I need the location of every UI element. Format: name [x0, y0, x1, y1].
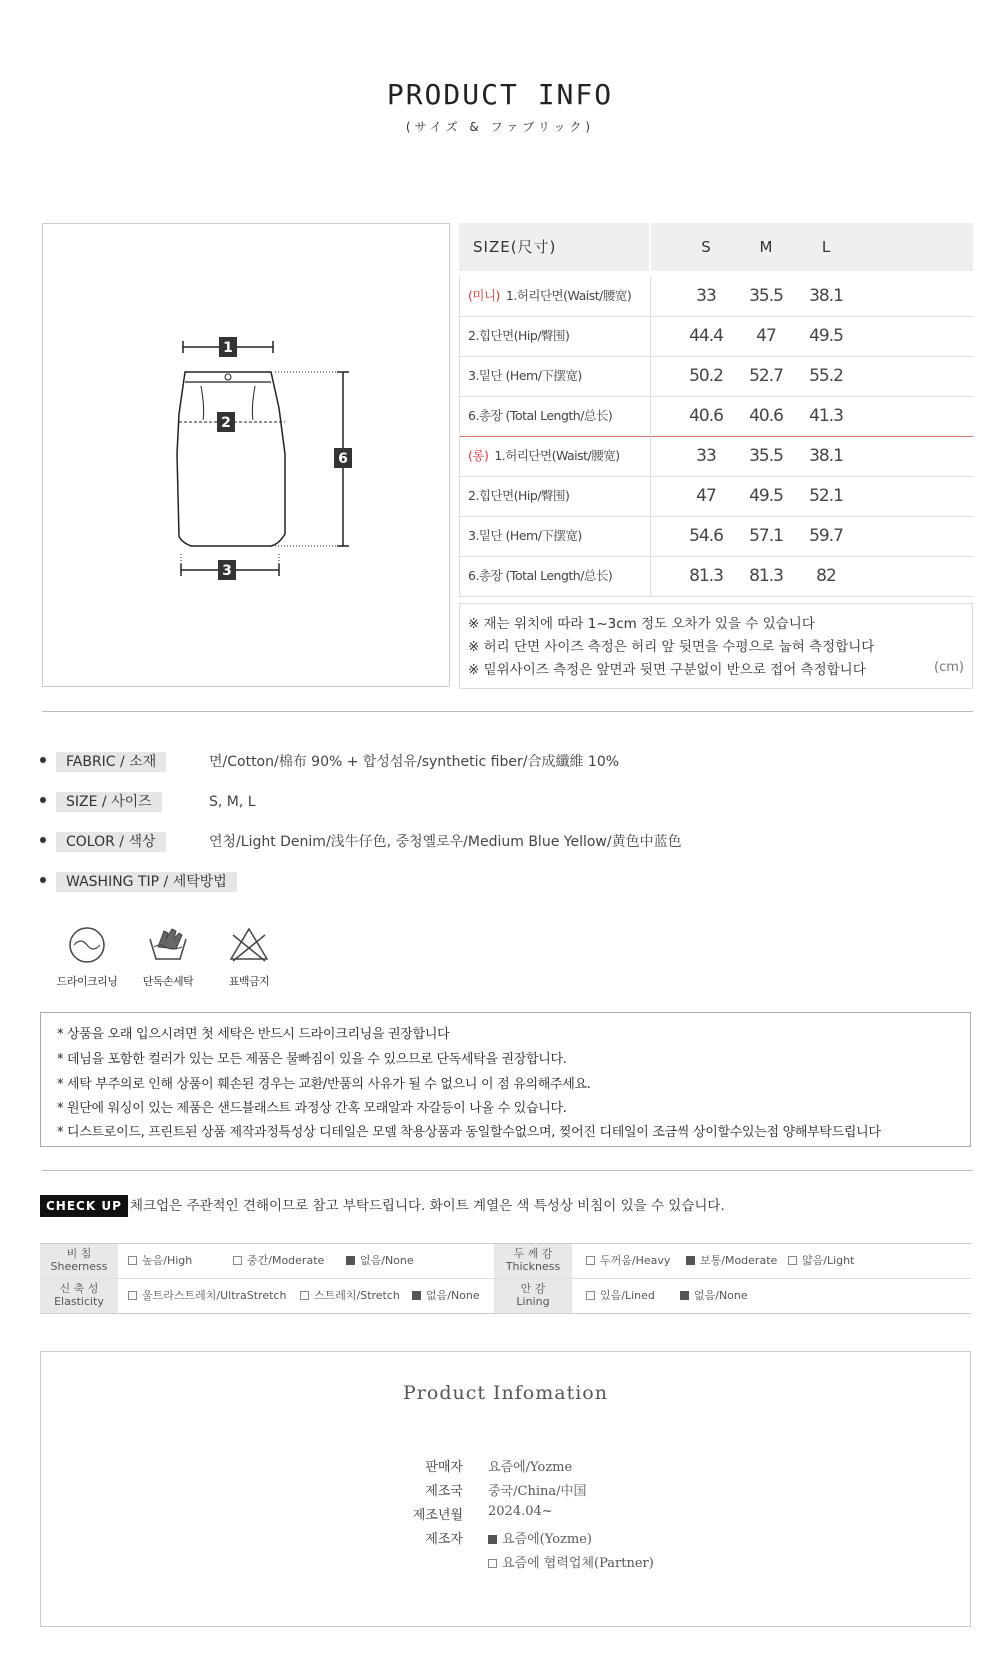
spec-label: SIZE / 사이즈: [56, 792, 162, 812]
partner-name: 요즘에 협력업체(Partner): [502, 1556, 654, 1571]
size-value: 54.6: [689, 526, 723, 546]
size-unit: (cm): [934, 660, 964, 675]
size-header-l: L: [821, 238, 831, 256]
size-value: 41.3: [809, 406, 843, 426]
size-value: 55.2: [809, 366, 843, 386]
checkbox-checked-icon: [680, 1291, 689, 1300]
size-diagram: [42, 223, 450, 687]
option-label: 울트라스트레치/UltraStretch: [142, 1289, 287, 1302]
size-row-tag: (롱): [468, 448, 489, 463]
size-header-m: M: [759, 238, 773, 256]
size-value: 38.1: [809, 446, 843, 466]
info-value: 중국/China/中国: [488, 1484, 587, 1499]
size-value: 38.1: [809, 286, 843, 306]
bullet-icon: [40, 757, 46, 763]
info-value: 2024.04~: [488, 1504, 553, 1519]
skirt-diagram-icon: [43, 224, 449, 686]
size-row-label: [459, 276, 651, 316]
care-note: * 상품을 오래 입으시려면 첫 세탁은 반드시 드라이크리닝을 권장합니다: [57, 1027, 450, 1042]
size-note: ※ 허리 단면 사이즈 측정은 허리 앞 뒷면을 수평으로 눕혀 측정합니다: [468, 639, 875, 655]
checkbox-icon: [488, 1559, 497, 1568]
page-title: PRODUCT INFO: [386, 78, 614, 111]
size-value: 47: [696, 486, 716, 506]
label-en: Thickness: [505, 1260, 561, 1273]
option-label: 있음/Lined: [600, 1289, 655, 1302]
size-value: 50.2: [689, 366, 723, 386]
marker-3: 3: [222, 563, 232, 579]
checkbox-icon: [586, 1256, 595, 1265]
option-label: 얇음/Light: [802, 1254, 855, 1267]
divider: [42, 1170, 973, 1171]
spec-label: FABRIC / 소재: [56, 752, 166, 772]
option-label: 두꺼움/Heavy: [600, 1254, 671, 1267]
option-label: 보통/Moderate: [700, 1254, 778, 1267]
care-notes-box: [40, 1012, 971, 1147]
dry-clean-icon: [67, 925, 107, 965]
checkbox-icon: [128, 1256, 137, 1265]
size-row: [459, 556, 973, 597]
option-label: 없음/None: [426, 1289, 480, 1302]
size-row-name: 2.힙단면(Hip/臀围): [468, 488, 570, 503]
size-row: [459, 516, 973, 557]
size-row-label: [459, 556, 651, 596]
option-label: 높음/High: [142, 1254, 193, 1267]
info-key: 제조국: [425, 1484, 463, 1499]
washing-no-bleach: [214, 925, 284, 989]
info-key: 판매자: [425, 1460, 463, 1475]
size-notes: [459, 603, 973, 689]
size-row: [459, 316, 973, 357]
size-row-label: [459, 316, 651, 356]
care-note: * 세탁 부주의로 인해 상품이 훼손된 경우는 교환/반품의 사유가 될 수 없으니 이 점 유의해주세요.: [57, 1077, 591, 1092]
checkup-badge: CHECK UP: [40, 1195, 128, 1217]
size-row: [459, 396, 973, 437]
option-label: 중간/Moderate: [247, 1254, 325, 1267]
info-value-partner: [488, 1552, 654, 1571]
size-row-name: 6.총장 (Total Length/总长): [468, 568, 613, 583]
size-row-label: [459, 356, 651, 396]
size-row-label: [459, 436, 651, 476]
option-label: 없음/None: [360, 1254, 414, 1267]
size-row-name: 2.힙단면(Hip/臀围): [468, 328, 570, 343]
page-subtitle: (サイズ & ファブリック): [405, 120, 595, 134]
elasticity-option: [128, 1279, 286, 1313]
info-key: 제조자: [425, 1532, 463, 1547]
checkbox-checked-icon: [488, 1535, 497, 1544]
divider: [42, 711, 973, 712]
spec-label: COLOR / 색상: [56, 832, 166, 852]
elasticity-label: [40, 1279, 118, 1313]
size-value: 49.5: [809, 326, 843, 346]
sheerness-option: [128, 1244, 192, 1278]
size-value: 35.5: [749, 286, 783, 306]
sheerness-option: [233, 1244, 324, 1278]
maker-name: 요즘에(Yozme): [502, 1532, 592, 1547]
washing-label: 표백금지: [228, 975, 270, 988]
spec-label: WASHING TIP / 세탁방법: [56, 872, 237, 892]
bullet-icon: [40, 877, 46, 883]
size-row-name: 1.허리단면(Waist/腰宽): [505, 288, 632, 303]
size-note: ※ 밑위사이즈 측정은 앞면과 뒷면 구분없이 반으로 접어 측정합니다: [468, 662, 866, 678]
option-label: 스트레치/Stretch: [314, 1289, 400, 1302]
checkbox-checked-icon: [686, 1256, 695, 1265]
size-value: 81.3: [749, 566, 783, 586]
info-key: 제조년월: [412, 1508, 463, 1523]
size-row-name: 3.밑단 (Hem/下摆宽): [468, 368, 582, 383]
size-value: 81.3: [689, 566, 723, 586]
size-row-label: [459, 476, 651, 516]
size-value: 33: [696, 446, 716, 466]
size-value: 40.6: [749, 406, 783, 426]
size-row-name: 3.밑단 (Hem/下摆宽): [468, 528, 582, 543]
size-row: [459, 356, 973, 397]
info-value: 요즘에/Yozme: [488, 1460, 573, 1475]
size-row-name: 1.허리단면(Waist/腰宽): [494, 448, 620, 463]
size-row: [459, 276, 973, 317]
checkup-table: [40, 1243, 971, 1314]
care-note: * 디스트로이드, 프린트된 상품 제작과정특성상 디테일은 모델 착용상품과 동일할수없으며, 찢어진 디테일이 조금씩 상이할수있는점 양해부탁드립니다: [57, 1125, 881, 1140]
sheerness-option: [346, 1244, 414, 1278]
label-ko: 비 침: [66, 1247, 92, 1260]
size-row-tag: (미니): [468, 288, 500, 303]
size-row-label: [459, 396, 651, 436]
info-value-maker: [488, 1528, 592, 1547]
thickness-option: [586, 1244, 670, 1278]
no-bleach-icon: [227, 925, 271, 965]
size-value: 33: [696, 286, 716, 306]
size-value: 35.5: [749, 446, 783, 466]
marker-2: 2: [221, 415, 231, 431]
label-en: Sheerness: [50, 1260, 108, 1273]
label-en: Lining: [516, 1295, 550, 1308]
spec-value: 연청/Light Denim/浅牛仔色, 중청옐로우/Medium Blue Yellow/黄色中蓝色: [209, 834, 682, 850]
elasticity-option: [412, 1279, 480, 1313]
size-value: 52.1: [809, 486, 843, 506]
spec-value: 면/Cotton/棉布 90% + 합성섬유/synthetic fiber/合成纖維 10%: [209, 754, 620, 770]
size-value: 57.1: [749, 526, 783, 546]
thickness-label: [494, 1244, 572, 1278]
size-value: 47: [756, 326, 776, 346]
size-header-s: S: [701, 238, 711, 256]
lining-label: [494, 1279, 572, 1313]
checkbox-icon: [233, 1256, 242, 1265]
thickness-option: [686, 1244, 777, 1278]
size-value: 49.5: [749, 486, 783, 506]
size-row-label: [459, 516, 651, 556]
size-header-label: SIZE(尺寸): [459, 223, 651, 271]
option-label: 없음/None: [694, 1289, 748, 1302]
spec-value: S, M, L: [209, 794, 256, 810]
label-en: Elasticity: [54, 1295, 104, 1308]
elasticity-option: [300, 1279, 400, 1313]
sheerness-label: [40, 1244, 118, 1278]
washing-label: 드라이크리닝: [56, 975, 118, 988]
label-ko: 두 께 감: [513, 1247, 553, 1260]
size-note: ※ 재는 위치에 따라 1~3cm 정도 오차가 있을 수 있습니다: [468, 616, 815, 632]
checkbox-checked-icon: [412, 1291, 421, 1300]
thickness-option: [788, 1244, 854, 1278]
washing-dry-clean: [52, 925, 122, 989]
label-ko: 신 축 성: [59, 1282, 99, 1295]
bullet-icon: [40, 837, 46, 843]
size-row: [459, 476, 973, 517]
size-value: 52.7: [749, 366, 783, 386]
size-table-header: [459, 223, 973, 271]
care-note: * 원단에 워싱이 있는 제품은 샌드블래스트 과정상 간혹 모래알과 자갈등이 나올 수 있습니다.: [57, 1101, 567, 1116]
bullet-icon: [40, 797, 46, 803]
checkbox-icon: [128, 1291, 137, 1300]
size-row-name: 6.총장 (Total Length/总长): [468, 408, 613, 423]
checkbox-icon: [788, 1256, 797, 1265]
hand-wash-icon: [146, 925, 190, 965]
checkbox-icon: [586, 1291, 595, 1300]
checkbox-icon: [300, 1291, 309, 1300]
size-value: 82: [816, 566, 836, 586]
size-row: [459, 436, 973, 477]
size-value: 40.6: [689, 406, 723, 426]
lining-option: [586, 1279, 655, 1313]
size-value: 59.7: [809, 526, 843, 546]
washing-hand-wash: [133, 925, 203, 989]
washing-label: 단독손세탁: [142, 975, 194, 988]
checkup-text: 체크업은 주관적인 견해이므로 참고 부탁드립니다. 화이트 계열은 색 특성상 비침이 있을 수 있습니다.: [130, 1198, 725, 1214]
lining-option: [680, 1279, 748, 1313]
checkbox-checked-icon: [346, 1256, 355, 1265]
marker-1: 1: [223, 340, 233, 356]
product-info-title: Product Infomation: [403, 1382, 608, 1404]
product-information: [40, 1351, 971, 1627]
label-ko: 안 감: [520, 1282, 546, 1295]
marker-6: 6: [338, 451, 348, 467]
size-value: 44.4: [689, 326, 723, 346]
care-note: * 데님을 포함한 컬러가 있는 모든 제품은 물빠짐이 있을 수 있으므로 단독세탁을 권장합니다.: [57, 1052, 567, 1067]
